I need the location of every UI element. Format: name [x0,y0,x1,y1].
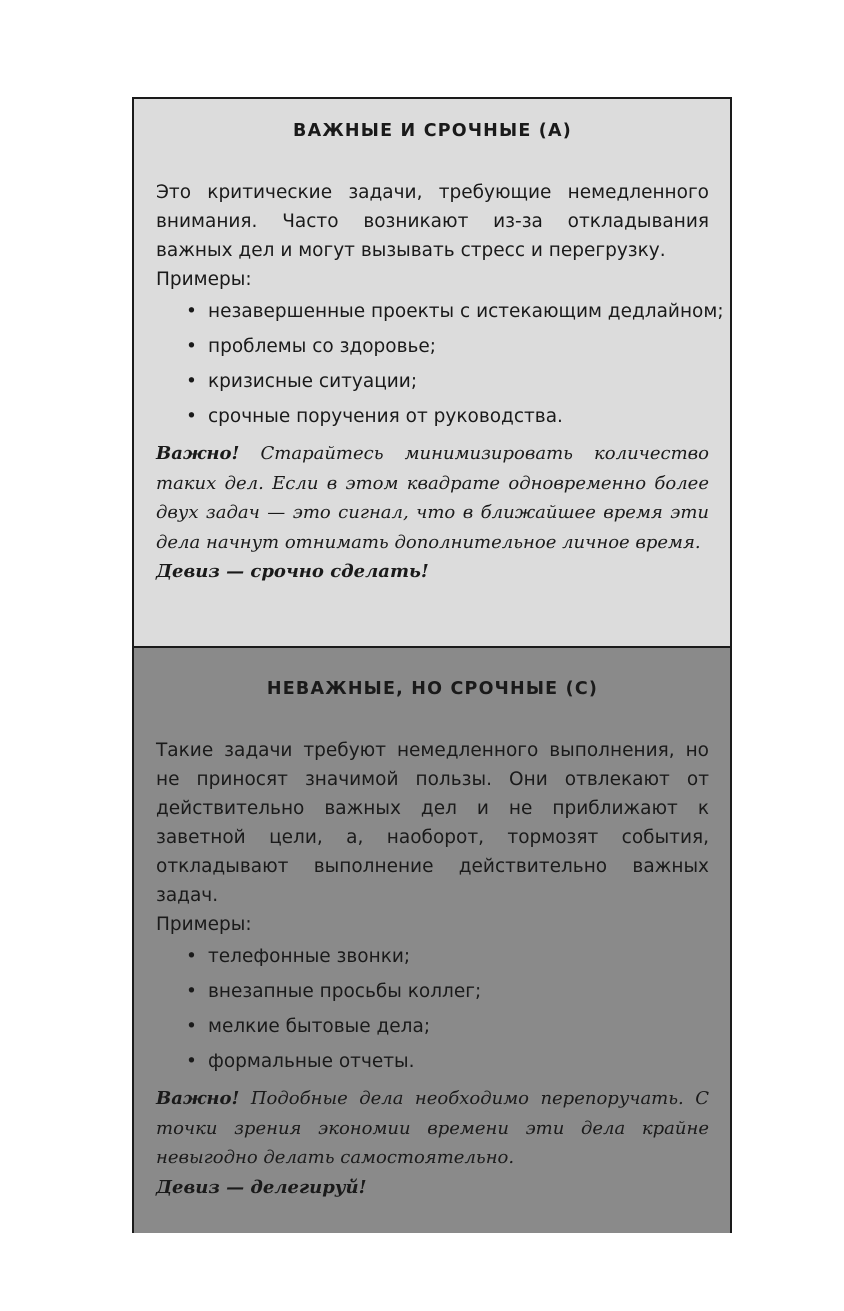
bullet-icon: • [186,301,197,322]
bullet-icon: • [186,1051,197,1072]
quadrant-c-note [156,1084,709,1173]
bullet-icon: • [186,1016,197,1037]
quadrant-a-note [156,439,709,557]
list-item: • срочные поручения от руководства. [186,406,563,427]
quadrant-a-motto: Девиз — срочно сделать! [156,561,429,582]
bullet-icon: • [186,981,197,1002]
list-item: • формальные отчеты. [186,1051,415,1072]
quadrant-c-description: Такие задачи требуют немедленного выполнения, но не приносят значимой пользы. Они отвлекают от действительно важных дел и не приближают к заветной цели, а, наоборот, тормозят события, откладывают выполнение действительно важных задач. [156,740,709,906]
note-text: Подобные дела необходимо перепоручать. С точки зрения экономии времени эти дела крайне невыгодно делать самостоятельно. [156,1088,709,1168]
quadrant-c-motto: Девиз — делегируй! [156,1176,367,1198]
list-item: • незавершенные проекты с истекающим дедлайном; [186,301,724,322]
note-label: Важно! [156,1088,240,1109]
bullet-icon: • [186,336,197,357]
quadrant-c-examples-label: Примеры: [156,914,252,935]
list-item: • проблемы со здоровье; [186,336,437,357]
quadrant-a-title: ВАЖНЫЕ И СРОЧНЫЕ (А) [293,121,572,141]
quadrant-a-description: Это критические задачи, требующие немедленного внимания. Часто возникают из-за откладывания важных дел и могут вызывать стресс и перегрузку. [156,182,709,261]
quadrant-a [134,99,730,646]
bullet-icon: • [186,406,197,427]
list-item: • кризисные ситуации; [186,371,418,392]
quadrant-c [134,646,730,1233]
note-text: Старайтесь минимизировать количество таких дел. Если в этом квадрате одновременно более двух задач — это сигнал, что в ближайшее время эти дела начнут отнимать дополнительное личное время. [156,443,709,553]
bullet-icon: • [186,946,197,967]
quadrant-c-examples-list [156,944,709,1074]
quadrant-a-examples-list [156,299,724,429]
quadrant-c-title: НЕВАЖНЫЕ, НО СРОЧНЫЕ (С) [266,679,599,699]
list-item: • мелкие бытовые дела; [186,1016,431,1037]
list-item: • внезапные просьбы коллег; [186,981,482,1002]
bullet-icon: • [186,371,197,392]
eisenhower-matrix-box [132,97,732,1233]
list-item: • телефонные звонки; [186,946,411,967]
quadrant-a-examples-label: Примеры: [156,269,252,290]
note-label: Важно! [156,443,240,464]
